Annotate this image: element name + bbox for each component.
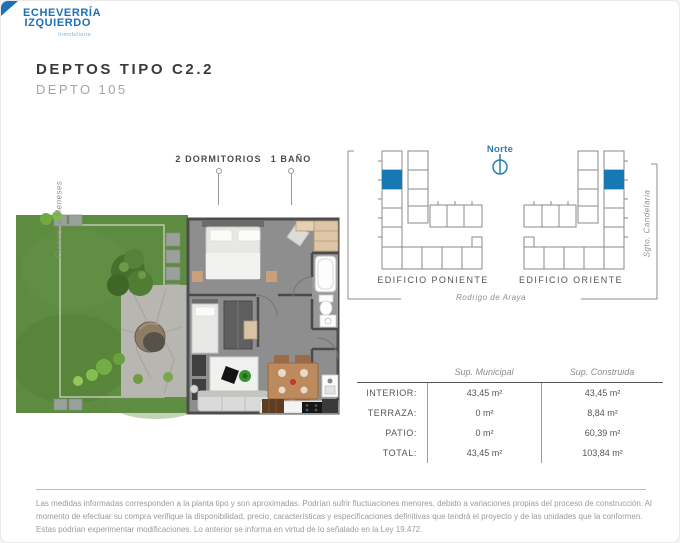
brand-line1: ECHEVERRÍA — [23, 7, 102, 19]
row-label: TOTAL: — [382, 448, 417, 458]
table-row-interior — [357, 383, 663, 403]
municipal-value: 0 m² — [427, 423, 541, 443]
brand-triangle-icon — [1, 1, 18, 16]
street-francisco-meneses: Francisco Meneses — [54, 180, 64, 259]
street-rodrigo-de-araya: Rodrigo de Araya — [401, 293, 581, 302]
north-label: Norte — [486, 144, 514, 155]
building-oriente-label: EDIFICIO ORIENTE — [519, 275, 623, 285]
legal-disclaimer: Las medidas informadas corresponden a la planta tipo y son aproximadas. Podrían sufrir fluctuaciones menores, debido a variaciones propias del proceso de construcción. Al momento de efectuar su compra verifique la disponibilidad, precio, características y especificaciones definitivas que tendrá el proyecto y de las unidades que la conformen. Estas podrían experimentar modificaciones. Lo anterior se informa en virtud de lo señalado en la Ley 19.472. — [36, 499, 652, 534]
table-row-patio — [357, 423, 663, 443]
callout-leader-line — [291, 174, 292, 205]
municipal-value: 0 m² — [427, 403, 541, 423]
page-subtitle: DEPTO 105 — [36, 82, 128, 97]
site-plan-drawing — [341, 141, 671, 311]
col-sup-construida: Sup. Construida — [569, 367, 635, 377]
callout-bedrooms-label: 2 DORMITORIOS — [175, 154, 262, 164]
site-plan — [341, 141, 671, 316]
highlighted-unit — [604, 170, 624, 189]
street-sgto-candelaria: Sgto. Candelaria — [642, 189, 652, 258]
building-poniente — [378, 151, 482, 269]
construida-value: 103,84 m² — [541, 443, 663, 463]
col-sup-municipal: Sup. Municipal — [454, 367, 514, 377]
garden-table — [135, 322, 165, 352]
garden — [16, 211, 206, 419]
highlighted-unit — [382, 170, 402, 189]
north-label-block — [471, 144, 529, 155]
floor-plan — [16, 209, 341, 424]
apartment — [188, 219, 338, 413]
construida-value: 8,84 m² — [541, 403, 663, 423]
north-compass-icon — [493, 154, 507, 174]
bedroom2 — [192, 299, 257, 353]
row-label: INTERIOR: — [366, 388, 417, 398]
areas-table-header — [357, 367, 663, 383]
municipal-value: 43,45 m² — [427, 443, 541, 463]
brand-line2: IZQUIERDO — [24, 17, 91, 29]
building-poniente-label: EDIFICIO PONIENTE — [377, 275, 489, 285]
floor-plan-drawing — [16, 209, 341, 419]
callout-bathroom — [256, 154, 326, 205]
construida-value: 60,39 m² — [541, 423, 663, 443]
row-label: TERRAZA: — [367, 408, 417, 418]
living-room — [190, 355, 268, 411]
construida-value: 43,45 m² — [541, 383, 663, 403]
callout-bathroom-label: 1 BAÑO — [270, 154, 312, 164]
page-title: DEPTOS TIPO C2.2 — [36, 61, 215, 78]
row-label: PATIO: — [385, 428, 417, 438]
table-row-total — [357, 443, 663, 463]
header-spacer — [357, 367, 427, 377]
brand-logo — [23, 7, 102, 40]
building-oriente — [524, 151, 628, 269]
callout-leader-line — [218, 174, 219, 205]
brand-tagline: Inmobiliaria — [58, 32, 91, 38]
municipal-value: 43,45 m² — [427, 383, 541, 403]
footer-divider — [36, 489, 646, 490]
areas-table — [357, 367, 663, 463]
table-row-terraza — [357, 403, 663, 423]
